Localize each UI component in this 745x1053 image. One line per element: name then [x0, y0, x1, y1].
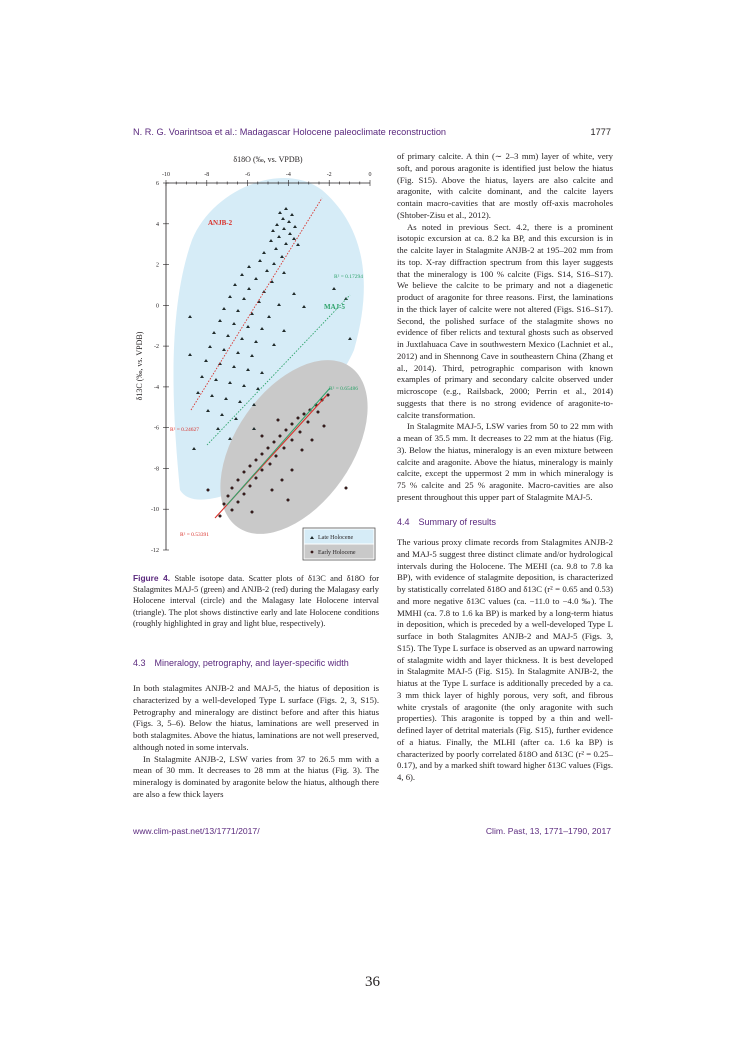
section-title: Mineralogy, petrography, and layer-specific width	[154, 658, 349, 668]
figure-caption	[133, 573, 379, 629]
y-tick-label: 4	[156, 221, 159, 228]
figure-4-scatter-plot	[132, 150, 382, 570]
section-4-3-body	[133, 683, 379, 801]
section-number: 4.4	[397, 517, 410, 527]
section-4-4-body	[397, 537, 613, 784]
paragraph: In Stalagmite ANJB-2, LSW varies from 37 to 26.5 mm with a mean of 30 mm. It decreases to 28 mm at the hiatus (Fig. 3). The mineralogy is dominated by aragonite below the hiatus, although there are also a few thick layers	[133, 753, 379, 799]
x-tick-label: -4	[285, 172, 291, 178]
page-number: 36	[365, 974, 380, 990]
y-axis-title: δ13C (‰, vs. VPDB)	[135, 331, 144, 401]
y-tick-label: -12	[151, 548, 159, 554]
circle-marker-icon	[311, 551, 314, 554]
y-tick-label: 2	[156, 262, 159, 269]
y-tick-label: -10	[151, 507, 159, 514]
footer-citation: Clim. Past, 13, 1771–1790, 2017	[485, 826, 611, 836]
chart-legend	[303, 528, 375, 560]
legend-early-holocene: Early Holocene	[318, 550, 356, 556]
section-title: Summary of results	[418, 517, 497, 527]
paragraph: In Stalagmite MAJ-5, LSW varies from 50 to 22 mm with a mean of 35.5 mm. It decreases to 22 mm at the hiatus (Fig. 3). Below the hiatus, mineralogy is an even mixture between calcite and aragonite. Above the hiatus, mineralogy is mainly calcite, except the uppermost 2 mm in which mineralogy is 75 % calcite and 25 % aragonite. Macro-cavities are also present throughout this upper part of Stalagmite MAJ-5.	[397, 421, 613, 502]
y-tick-label: -6	[154, 425, 159, 432]
journal-page-number: 1777	[590, 127, 611, 137]
section-heading-4-3	[133, 658, 379, 668]
x-tick-label: -6	[245, 172, 251, 178]
y-tick-label: -4	[154, 384, 159, 391]
y-tick-label: -2	[154, 344, 159, 351]
paragraph: The various proxy climate records from Stalagmites ANJB-2 and MAJ-5 suggest three distinct climate and/or hydrological intervals during the Holocene. The MEHI (ca. 9.8 to 7.8 ka BP), with evidence of stalagmite deposition, is characterized by statistically correlated δ18O and δ13C (r² = 0.65 and 0.53) and more negative δ13C values (ca. −11.0 to −4.0 ‰). The MMHI (ca. 7.8 to 1.6 ka BP) is marked by a long-term hiatus in deposition, which is preceded by a well-developed Type L surface in both Stalagmites ANJB-2 and MAJ-5 (Figs. 3, S15). The Type L surface is observed as an upward narrowing of stalagmite width and layer thickness. It is best developed in Stalagmite MAJ-5 (Fig. S15). In Stalagmite ANJB-2, the hiatus at the Type L surface is additionally preceded by a ca. 3 mm thick layer of highly porous, very soft, and fibrous white crystals of aragonite (the only aragonite with such properties). This aragonite is topped by a thin and well-defined layer of detrital materials (Fig. S15), further evidence of a hiatus. Finally, the MLHI (after ca. 1.6 ka BP) is characterized by poorly correlated δ18O and δ13C (r² = 0.25–0.17), and by a marked shift toward higher δ13C values (Figs. 4, 6).	[397, 537, 613, 782]
r2-maj5-late: R² = 0.17294	[334, 274, 364, 280]
r2-maj5-early: R² = 0.65486	[329, 386, 359, 392]
footer-url[interactable]: www.clim-past.net/13/1771/2017/	[133, 826, 260, 836]
figure-caption-text: Stable isotope data. Scatter plots of δ13C and δ18O for Stalagmites MAJ-5 (green) and ANJB-2 (red) during the Malagasy early Holocene interval (circle) and the Malagasy late Holocene interval (triangle). The plot shows distinctive early and late Holocene conditions (roughly highlighted in gray and light blue, respectively).	[133, 574, 380, 628]
paragraph: In both stalagmites ANJB-2 and MAJ-5, the hiatus of deposition is characterized by a well-developed Type L surface (Figs. 2, 3, S15). Petrography and mineralogy are distinct before and after this hiatus (Figs. 3, 5–6). Below the hiatus, laminations are well preserved in both stalagmites. Above the hiatus, laminations are not well preserved, although noted in some intervals.	[133, 683, 379, 752]
maj5-label: MAJ-5	[324, 303, 345, 311]
y-tick-label: -8	[154, 466, 159, 473]
paragraph: of primary calcite. A thin (∼ 2–3 mm) layer of white, very soft, and porous aragonite is identified just below the hiatus (Fig. S15). Above the hiatus, layers are also calcite and aragonite, with calcite dominant, and the calcite layers contain macro-cavities that are mostly off-axis macroholes (Shtober-Zisu et al., 2012).	[397, 151, 613, 220]
running-title: N. R. G. Voarintsoa et al.: Madagascar Holocene paleoclimate reconstruction	[133, 127, 447, 137]
section-heading-4-4	[397, 517, 613, 527]
x-tick-label: 0	[368, 172, 372, 178]
page-footer	[133, 826, 611, 836]
anjb2-label: ANJB-2	[208, 219, 233, 227]
section-number: 4.3	[133, 658, 146, 668]
x-axis-title: δ18O (‰, vs. VPDB)	[233, 155, 303, 164]
running-header	[133, 127, 611, 137]
r2-anjb2-late: R² = 0.24627	[170, 427, 200, 433]
legend-late-holocene: Late Holocene	[318, 535, 354, 541]
figure-label: Figure 4.	[133, 573, 171, 583]
paragraph: As noted in previous Sect. 4.2, there is a prominent isotopic excursion at ca. 8.2 ka BP, and this excursion is in the calcite layer in Stalagmite ANJB-2 at 195–202 mm from its top. X-ray diffraction spectrum from this layer suggests that the mineralogy is 100 % calcite (Figs. S14, S16–S17). We believe the calcite to be primary and not a diagenetic product of aragonite for three reasons. First, the laminations in the thick layer of calcite were not altered (Figs. S16–S17). Second, the polished surface of the stalagmite shows no evidence of fiber relicts and textural ghosts such as observed in Juxtlahuaca Cave in southwestern Mexico (Lachniet et al., 2012) and in Shennong Cave in southeastern China (Zhang et al., 2014). Third, petrographic comparison with known examples of primary and secondary calcite observed under microscope (e.g., Railsback, 2000; Perrin et al., 2014) suggests that there is no strong evidence of aragonite-to-calcite transformation.	[397, 221, 613, 420]
y-tick-label: 6	[156, 181, 159, 187]
x-tick-label: -10	[162, 172, 170, 178]
x-tick-label: -8	[204, 172, 210, 178]
column-2-body	[397, 151, 613, 504]
x-tick-label: -2	[326, 172, 332, 178]
y-tick-label: 0	[156, 303, 159, 310]
r2-anjb2-early: R² = 0.53391	[180, 532, 210, 538]
